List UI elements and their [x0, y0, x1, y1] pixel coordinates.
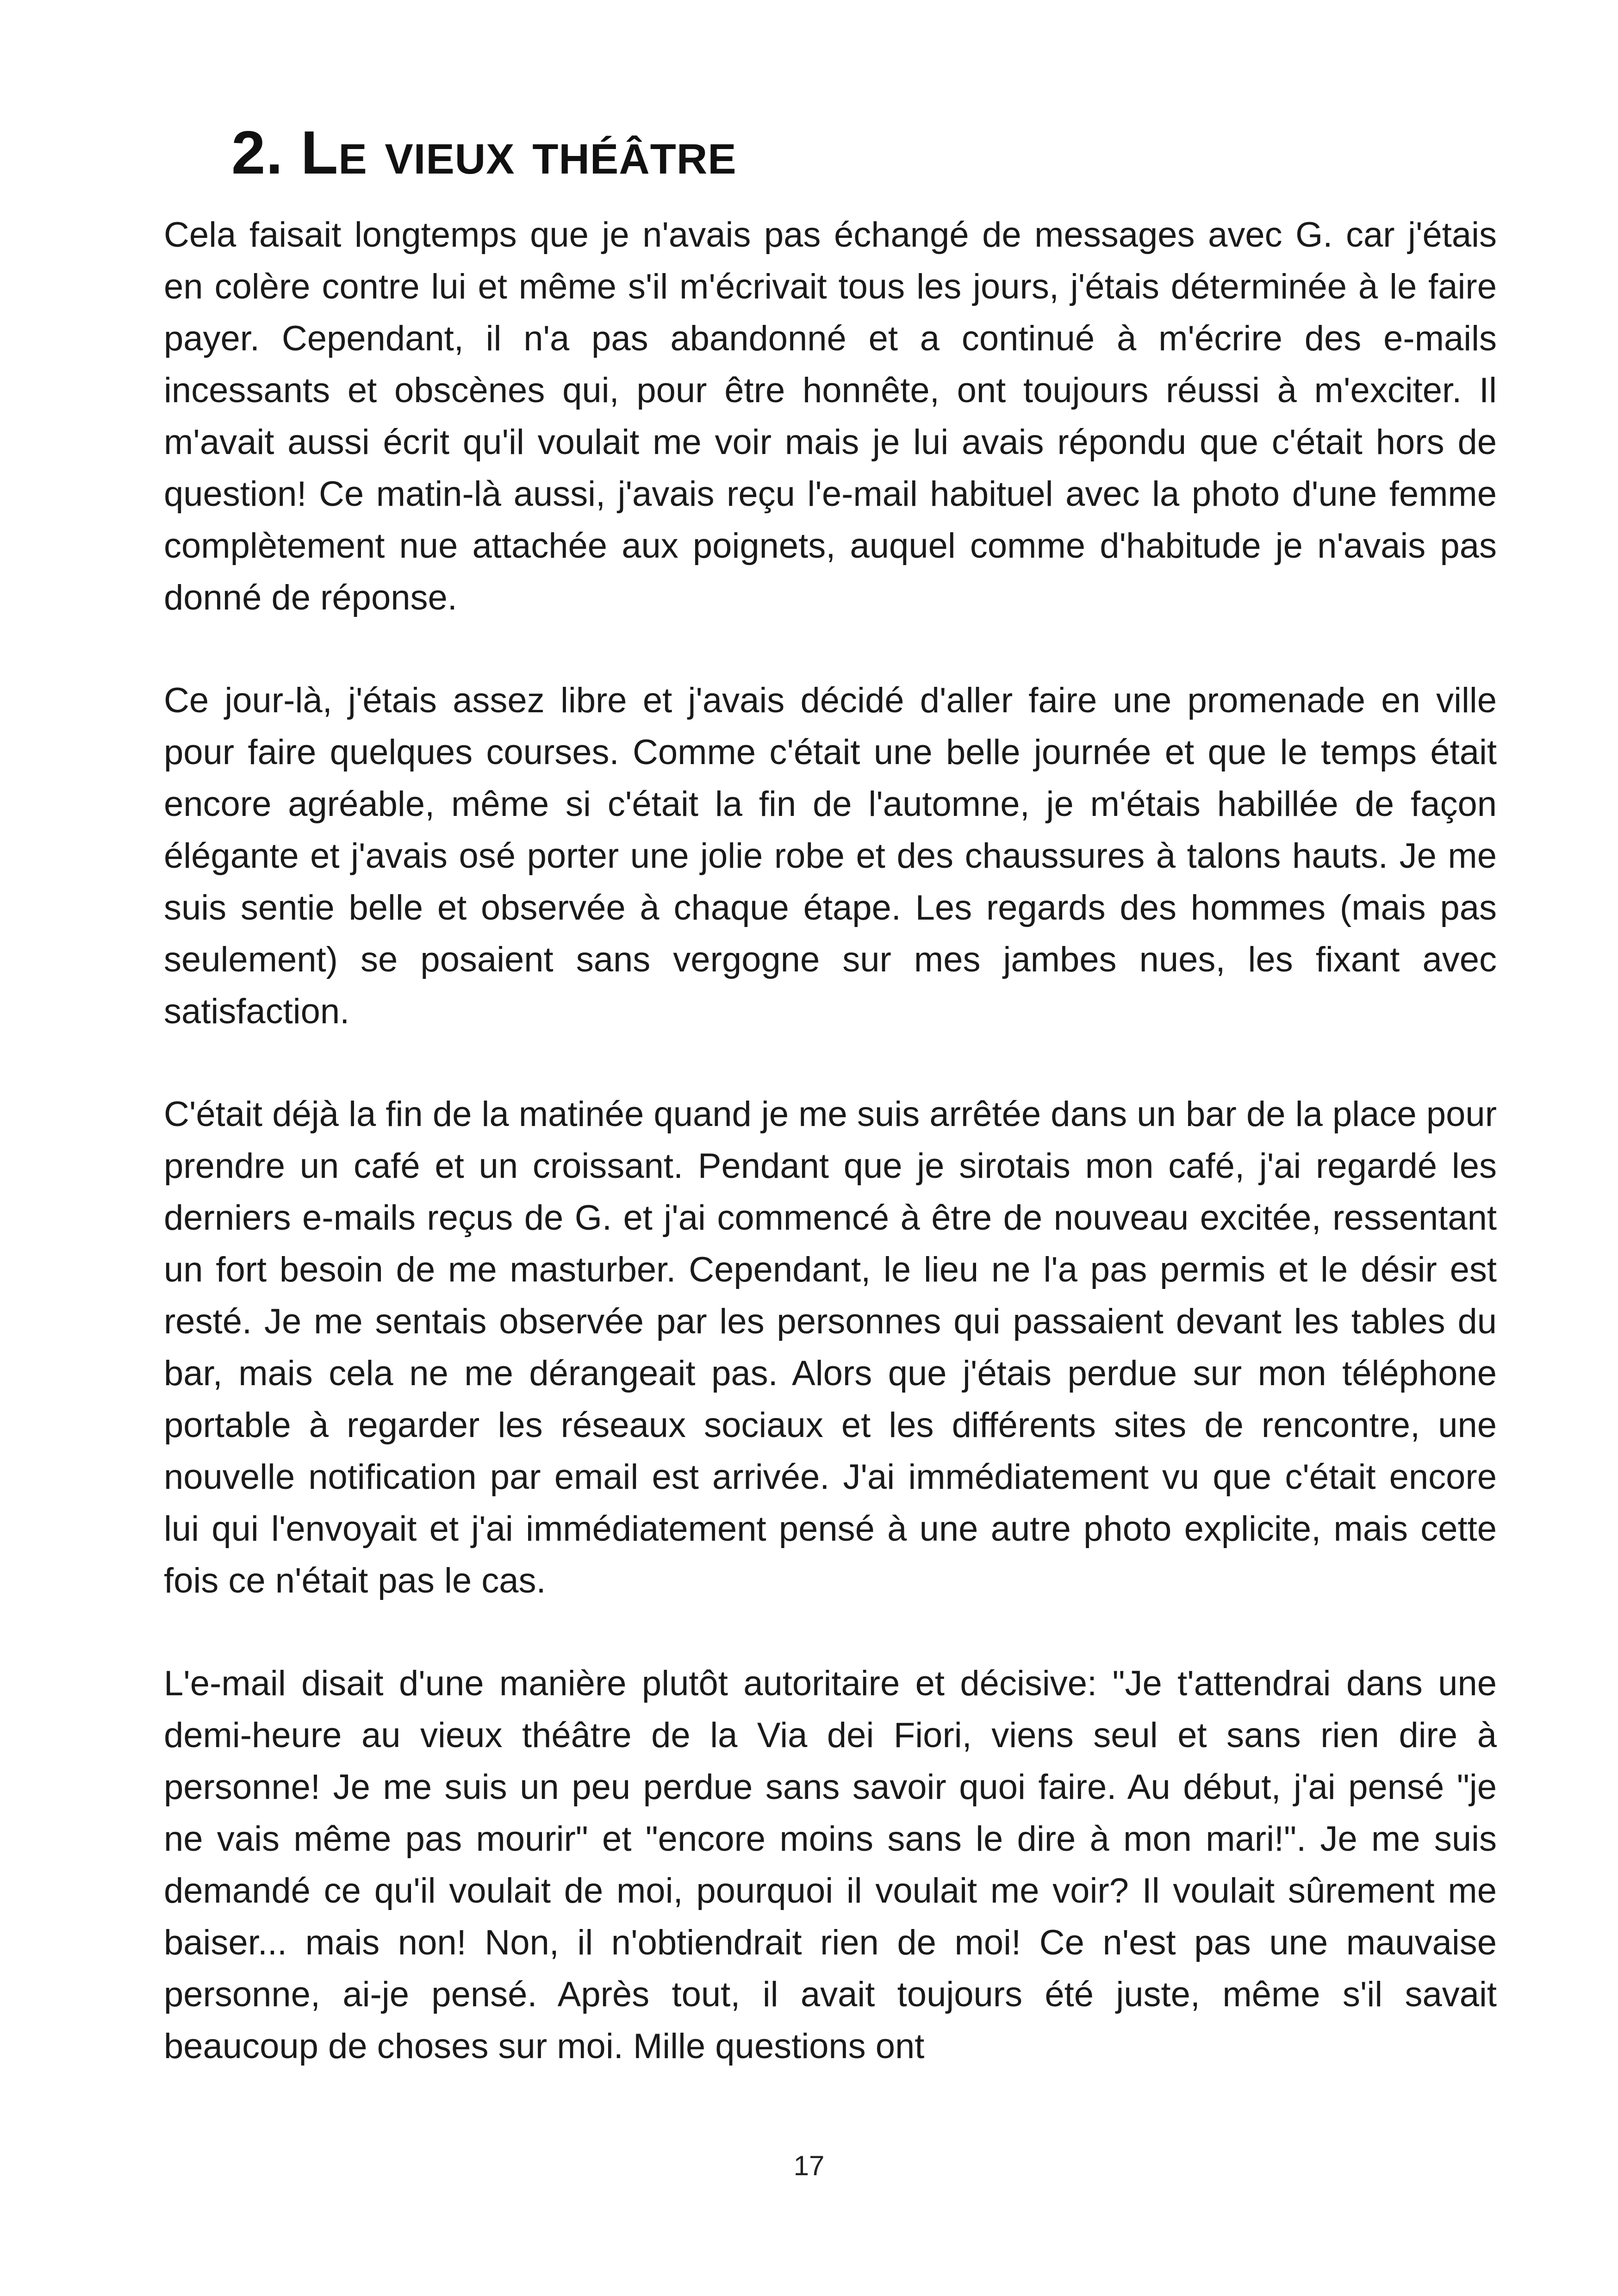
page-number: 17 — [793, 2150, 825, 2181]
chapter-body — [164, 209, 1497, 2123]
chapter-title: 2. Le vieux théâtre — [231, 118, 737, 187]
paragraph: Ce jour-là, j'étais assez libre et j'avais décidé d'aller faire une promenade en ville pour faire quelques courses. Comme c'était une belle journée et que le temps était encore agréable, même si c'était la fin de l'automne, je m'étais habillée de façon élégante et j'avais osé porter une jolie robe et des chaussures à talons hauts. Je me suis sentie belle et observée à chaque étape. Les regards des hommes (mais pas seulement) se posaient sans vergogne sur mes jambes nues, les fixant avec satisfaction. — [164, 681, 1497, 1031]
paragraph: L'e-mail disait d'une manière plutôt autoritaire et décisive: "Je t'attendrai dans une demi-heure au vieux théâtre de la Via dei Fiori, viens seul et sans rien dire à personne! Je me suis un peu perdue sans savoir quoi faire. Au début, j'ai pensé "je ne vais même pas mourir" et "encore moins sans le dire à mon mari!". Je me suis demandé ce qu'il voulait de moi, pourquoi il voulait me voir? Il voulait sûrement me baiser... mais non! Non, il n'obtiendrait rien de moi! Ce n'est pas une mauvaise personne, ai-je pensé. Après tout, il avait toujours été juste, même s'il savait beaucoup de choses sur moi. Mille questions ont — [164, 1664, 1497, 2066]
paragraph: C'était déjà la fin de la matinée quand je me suis arrêtée dans un bar de la place pour prendre un café et un croissant. Pendant que je sirotais mon café, j'ai regardé les derniers e-mails reçus de G. et j'ai commencé à être de nouveau excitée, ressentant un fort besoin de me masturber. Cependant, le lieu ne l'a pas permis et le désir est resté. Je me sentais observée par les personnes qui passaient devant les tables du bar, mais cela ne me dérangeait pas. Alors que j'étais perdue sur mon téléphone portable à regarder les réseaux sociaux et les différents sites de rencontre, une nouvelle notification par email est arrivée. J'ai immédiatement vu que c'était encore lui qui l'envoyait et j'ai immédiatement pensé à une autre photo explicite, mais cette fois ce n'était pas le cas. — [164, 1095, 1497, 1600]
paragraph: Cela faisait longtemps que je n'avais pas échangé de messages avec G. car j'étais en colère contre lui et même s'il m'écrivait tous les jours, j'étais déterminée à le faire payer. Cependant, il n'a pas abandonné et a continué à m'écrire des e-mails incessants et obscènes qui, pour être honnête, ont toujours réussi à m'exciter. Il m'avait aussi écrit qu'il voulait me voir mais je lui avais répondu que c'était hors de question! Ce matin-là aussi, j'avais reçu l'e-mail habituel avec la photo d'une femme complètement nue attachée aux poignets, auquel comme d'habitude je n'avais pas donné de réponse. — [164, 215, 1497, 617]
